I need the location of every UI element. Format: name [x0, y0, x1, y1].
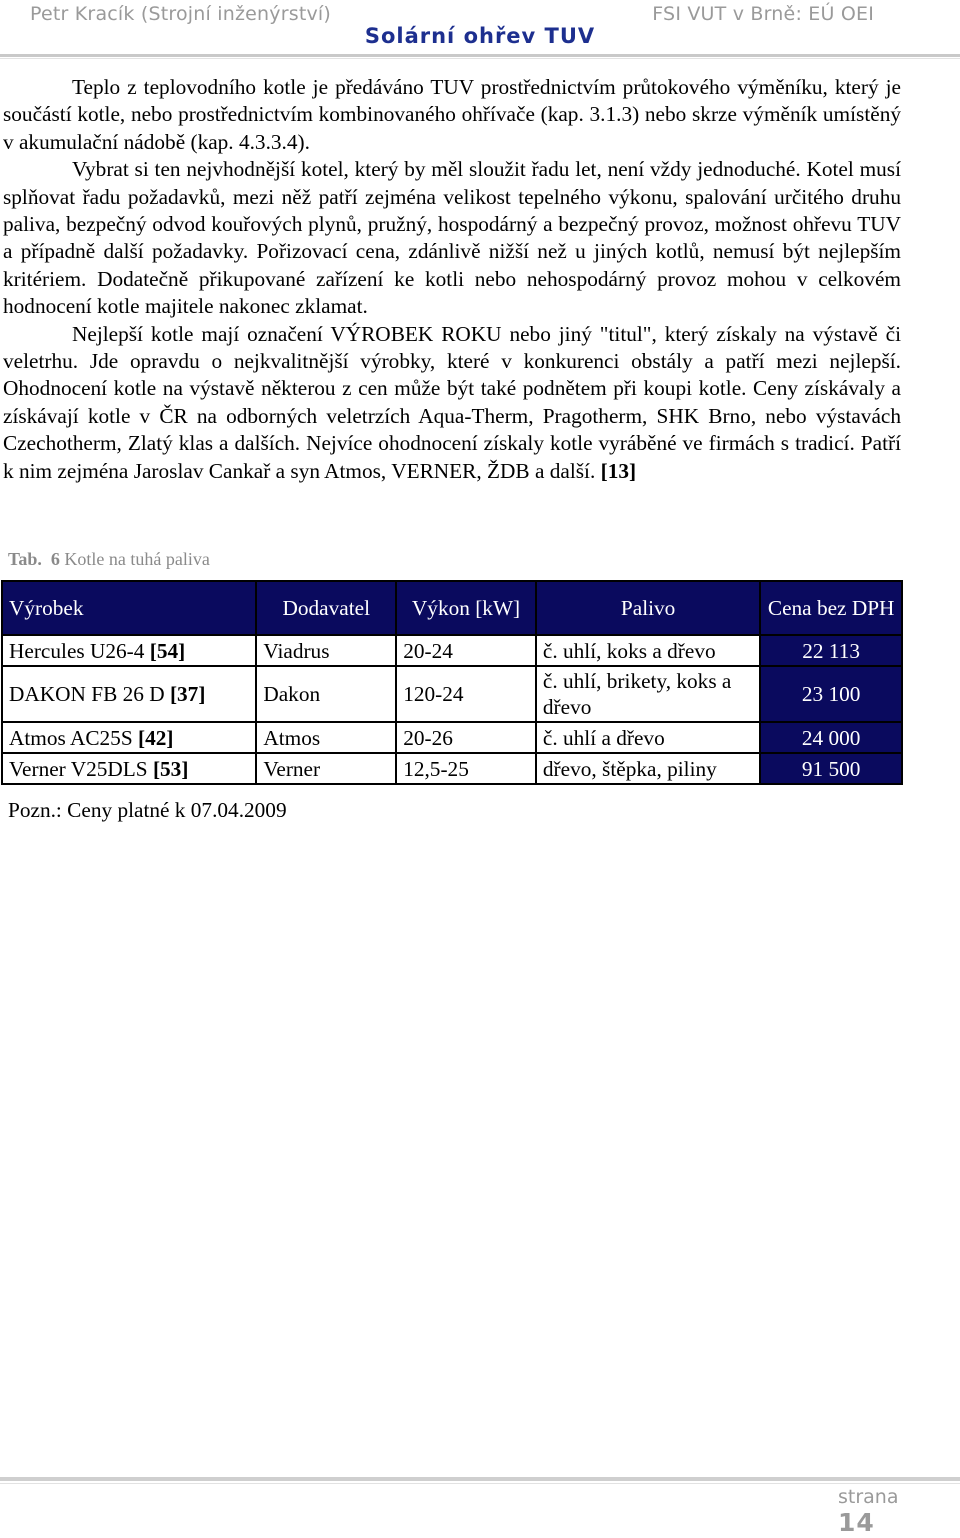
cell-power: 120-24	[396, 666, 536, 722]
product-ref: [54]	[149, 638, 186, 663]
table-caption	[8, 549, 210, 570]
cell-power: 12,5-25	[396, 753, 536, 784]
cell-fuel: dřevo, štěpka, piliny	[536, 753, 760, 784]
cell-power: 20-26	[396, 722, 536, 753]
product-name: Hercules U26-4	[9, 638, 145, 663]
paragraph-3	[3, 321, 901, 485]
cell-product	[2, 635, 256, 666]
cell-price: 24 000	[760, 722, 902, 753]
header-title: Solární ohřev TUV	[364, 24, 596, 48]
cell-fuel: č. uhlí, koks a dřevo	[536, 635, 760, 666]
header-divider-thin	[0, 58, 960, 59]
footer-divider-thin	[0, 1483, 960, 1484]
table-row	[2, 722, 902, 753]
page-label: strana	[838, 1486, 899, 1508]
header-cell-product: Výrobek	[2, 581, 256, 635]
cell-supplier: Dakon	[256, 666, 396, 722]
cell-price: 23 100	[760, 666, 902, 722]
product-name: Atmos AC25S	[9, 725, 133, 750]
cell-supplier: Atmos	[256, 722, 396, 753]
product-ref: [53]	[152, 756, 189, 781]
cell-product	[2, 722, 256, 753]
product-ref: [37]	[169, 682, 206, 706]
header-divider	[0, 54, 960, 57]
header-cell-price: Cena bez DPH	[760, 581, 902, 635]
caption-text: Kotle na tuhá paliva	[64, 549, 210, 569]
caption-label: Tab.	[8, 549, 42, 569]
product-name: Verner V25DLS	[9, 756, 148, 781]
price-note: Pozn.: Ceny platné k 07.04.2009	[8, 798, 287, 822]
page-number: 14	[838, 1508, 875, 1537]
table-header-row	[2, 581, 902, 635]
table-row	[2, 666, 902, 722]
cell-supplier: Viadrus	[256, 635, 396, 666]
header-cell-power: Výkon [kW]	[396, 581, 536, 635]
paragraph-3-text: Nejlepší kotle mají označení VÝROBEK ROKU nebo jiný "titul", který získaly na výstavě či veletrhu. Jde opravdu o nejkvalitnější výrobky, které v konkurenci obstály a patří mezi nejlepší. Ohodnocení kotle na výstavě některou z cen může být také podnětem při koupi kotle. Ceny získávaly a získávají kotle v ČR na odborných veletrzích Aqua-Therm, Pragotherm, SHK Brno, nebo výstavách Czechotherm, Zlatý klas a dalších. Nejvíce ohodnocení získaly kotle vyráběné ve firmách s tradicí. Patří k nim zejména Jaroslav Cankař a syn Atmos, VERNER, ŽDB a další.	[3, 321, 901, 483]
cell-fuel: č. uhlí, brikety, koks a dřevo	[536, 666, 760, 722]
boiler-table	[1, 580, 903, 785]
citation-ref: [13]	[600, 458, 637, 483]
header-cell-supplier: Dodavatel	[256, 581, 396, 635]
product-ref: [42]	[138, 725, 174, 750]
cell-price: 91 500	[760, 753, 902, 784]
body-text	[3, 74, 901, 485]
paragraph-2: Vybrat si ten nejvhodnější kotel, který by měl sloužit řadu let, není vždy jednoduché. Kotel musí splňovat řadu požadavků, mezi něž patří zejména velikost tepelného výkonu, spalování určitého druhu paliva, bezpečný odvod kouřových plynů, pružný, hospodárný a bezpečný provoz, možnost ohřevu TUV a případně další požadavky. Pořizovací cena, zdánlivě nižší než u jiných kotlů, nemusí být nejlepším kritériem. Dodatečně přikupované zařízení ke kotli nebo nehospodárný provoz mohou v celkovém hodnocení kotle majitele nakonec zklamat.	[3, 157, 901, 319]
footer-divider	[0, 1477, 960, 1481]
paragraph-1: Teplo z teplovodního kotle je předáváno TUV prostřednictvím průtokového výměníku, který je součástí kotle, nebo prostřednictvím kombinovaného ohřívače (kap. 3.1.3) nebo skrze výměník umístěný v akumulační nádobě (kap. 4.3.3.4).	[3, 75, 901, 154]
cell-product	[2, 753, 256, 784]
caption-number: 6	[50, 549, 60, 569]
cell-price: 22 113	[760, 635, 902, 666]
cell-supplier: Verner	[256, 753, 396, 784]
product-name: DAKON FB 26 D	[9, 682, 165, 706]
cell-fuel: č. uhlí a dřevo	[536, 722, 760, 753]
cell-power: 20-24	[396, 635, 536, 666]
cell-product	[2, 666, 256, 722]
table-row	[2, 635, 902, 666]
header-cell-fuel: Palivo	[536, 581, 760, 635]
header-author: Petr Kracík (Strojní inženýrství)	[30, 3, 331, 25]
header-institution: FSI VUT v Brně: EÚ OEI	[652, 3, 874, 25]
table-row	[2, 753, 902, 784]
